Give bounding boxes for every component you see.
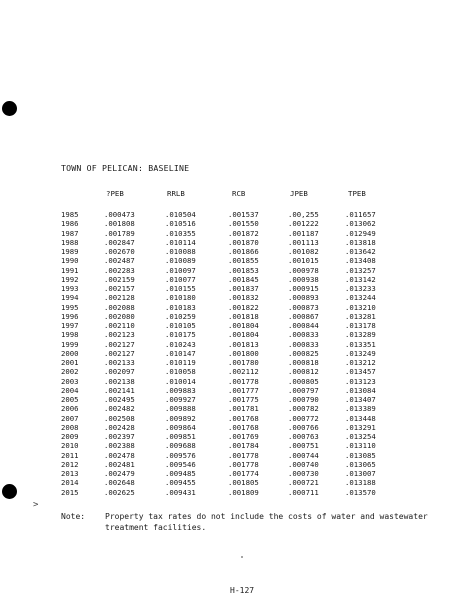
value-cell: .000797 [288,385,319,395]
table-row [0,377,459,386]
value-cell: .009546 [165,459,196,469]
year-cell: 2011 [61,450,79,460]
value-cell: .002481 [104,459,135,469]
table-row [0,386,459,395]
table-title: TOWN OF PELICAN: BASELINE [61,163,190,173]
value-cell: .000730 [288,469,319,478]
margin-mark: > [33,500,39,510]
value-cell: .013570 [345,487,376,497]
value-cell: .002157 [104,284,135,293]
value-cell: .013407 [345,395,376,404]
value-cell: .010058 [165,367,196,377]
value-cell: .002397 [104,432,135,441]
value-cell: .013389 [345,404,376,414]
value-cell: .013448 [345,413,376,423]
value-cell: .00,255 [288,210,319,219]
year-cell: 2012 [61,459,79,469]
year-cell: 1985 [61,210,79,219]
value-cell: .002625 [104,487,135,497]
value-cell: .000751 [288,441,319,451]
value-cell: .001872 [228,228,259,238]
table-row [0,395,459,404]
value-cell: .010183 [165,302,196,312]
value-cell: .000763 [288,432,319,441]
year-cell: 2007 [61,413,79,423]
note-label: Note: [61,512,86,521]
table-row [0,460,459,469]
value-cell: .013457 [345,367,376,377]
value-cell: .001809 [228,487,259,497]
value-cell: .001855 [228,256,259,266]
value-cell: .001187 [288,228,319,238]
value-cell: .013642 [345,247,376,256]
column-header: RRLB [167,189,185,198]
value-cell: .002133 [104,358,135,367]
value-cell: .010105 [165,321,196,330]
value-cell: .002479 [104,469,135,478]
year-cell: 2000 [61,348,79,358]
value-cell: .000873 [288,302,319,312]
value-cell: .002495 [104,395,135,404]
value-cell: .010147 [165,348,196,358]
value-cell: .002159 [104,274,135,284]
value-cell: .010516 [165,219,196,229]
value-cell: .001837 [228,284,259,293]
table-row [0,414,459,423]
value-cell: .002478 [104,450,135,460]
value-cell: .002388 [104,441,135,451]
value-cell: .010088 [165,247,196,256]
value-cell: .001784 [228,441,259,451]
value-cell: .001789 [104,228,135,238]
value-cell: .000867 [288,311,319,321]
value-cell: .013062 [345,219,376,229]
value-cell: .000766 [288,422,319,432]
column-header: RCB [232,189,246,198]
value-cell: .001777 [228,385,259,395]
table-row [0,404,459,413]
year-cell: 1994 [61,293,79,303]
year-cell: 1998 [61,330,79,340]
value-cell: .000833 [288,330,319,340]
value-cell: .000938 [288,274,319,284]
value-cell: .013818 [345,237,376,247]
speck [241,556,243,558]
value-cell: .013210 [345,302,376,312]
value-cell: .002482 [104,404,135,414]
value-cell: .002487 [104,256,135,266]
value-cell: .002670 [104,247,135,256]
table-row [0,247,459,256]
value-cell: .009455 [165,478,196,488]
year-cell: 2006 [61,404,79,414]
value-cell: .010180 [165,293,196,303]
value-cell: .002127 [104,348,135,358]
value-cell: .013142 [345,274,376,284]
year-cell: 2005 [61,395,79,404]
value-cell: .001870 [228,237,259,247]
table-row [0,340,459,349]
table-row [0,423,459,432]
value-cell: .002123 [104,330,135,340]
value-cell: .009888 [165,404,196,414]
value-cell: .009485 [165,469,196,478]
value-cell: .001805 [228,478,259,488]
table-row [0,256,459,265]
column-header: JPEB [290,189,308,198]
value-cell: .013178 [345,321,376,330]
table-row [0,478,459,487]
column-header: TPEB [348,189,366,198]
table-row [0,266,459,275]
value-cell: .010355 [165,228,196,238]
value-cell: .002138 [104,376,135,386]
year-cell: 2003 [61,376,79,386]
value-cell: .010014 [165,376,196,386]
year-cell: 1989 [61,247,79,256]
value-cell: .013123 [345,376,376,386]
hole-punch-top [2,101,17,116]
value-cell: .013188 [345,478,376,488]
value-cell: .001769 [228,432,259,441]
year-cell: 1986 [61,219,79,229]
value-cell: .002112 [228,367,259,377]
table-row [0,358,459,367]
value-cell: .009851 [165,432,196,441]
value-cell: .000473 [104,210,135,219]
value-cell: .013257 [345,265,376,275]
table-row [0,275,459,284]
value-cell: .013408 [345,256,376,266]
value-cell: .001082 [288,247,319,256]
year-cell: 1987 [61,228,79,238]
value-cell: .001778 [228,459,259,469]
year-cell: 1988 [61,237,79,247]
year-cell: 1992 [61,274,79,284]
table-row [0,229,459,238]
value-cell: .010259 [165,311,196,321]
value-cell: .002080 [104,311,135,321]
table-row [0,303,459,312]
value-cell: .010504 [165,210,196,219]
value-cell: .013244 [345,293,376,303]
value-cell: .010175 [165,330,196,340]
value-cell: .013351 [345,339,376,349]
value-cell: .001774 [228,469,259,478]
year-cell: 1991 [61,265,79,275]
value-cell: .000978 [288,265,319,275]
value-cell: .013289 [345,330,376,340]
value-cell: .001804 [228,321,259,330]
year-cell: 2014 [61,478,79,488]
year-cell: 2010 [61,441,79,451]
year-cell: 2015 [61,487,79,497]
value-cell: .001813 [228,339,259,349]
value-cell: .013249 [345,348,376,358]
value-cell: .000782 [288,404,319,414]
table-row [0,330,459,339]
value-cell: .001822 [228,302,259,312]
value-cell: .010119 [165,358,196,367]
value-cell: .000833 [288,339,319,349]
table-row [0,321,459,330]
value-cell: .001804 [228,330,259,340]
value-cell: .010243 [165,339,196,349]
value-cell: .009883 [165,385,196,395]
value-cell: .010114 [165,237,196,247]
column-header: ?PEB [106,189,124,198]
value-cell: .013065 [345,459,376,469]
note-text: Property tax rates do not include the costs of water and wastewater treatment facilities. [105,512,428,532]
table-row [0,312,459,321]
value-cell: .002110 [104,321,135,330]
year-cell: 1999 [61,339,79,349]
value-cell: .001832 [228,293,259,303]
value-cell: .010077 [165,274,196,284]
value-cell: .002088 [104,302,135,312]
value-cell: .013212 [345,358,376,367]
year-cell: 1995 [61,302,79,312]
value-cell: .009927 [165,395,196,404]
value-cell: .001781 [228,404,259,414]
value-cell: .001537 [228,210,259,219]
value-cell: .001800 [228,348,259,358]
table-row [0,441,459,450]
value-cell: .002648 [104,478,135,488]
value-cell: .000812 [288,367,319,377]
value-cell: .013233 [345,284,376,293]
value-cell: .001015 [288,256,319,266]
value-cell: .001768 [228,422,259,432]
value-cell: .013254 [345,432,376,441]
value-cell: .000805 [288,376,319,386]
value-cell: .013084 [345,385,376,395]
value-cell: .000818 [288,358,319,367]
value-cell: .013007 [345,469,376,478]
value-cell: .001780 [228,358,259,367]
value-cell: .002847 [104,237,135,247]
value-cell: .001853 [228,265,259,275]
year-cell: 2008 [61,422,79,432]
year-cell: 2013 [61,469,79,478]
value-cell: .011657 [345,210,376,219]
year-cell: 2002 [61,367,79,377]
value-cell: .012949 [345,228,376,238]
year-cell: 1997 [61,321,79,330]
table-row [0,349,459,358]
table-row [0,367,459,376]
value-cell: .009431 [165,487,196,497]
column-headers [0,189,459,199]
value-cell: .002097 [104,367,135,377]
value-cell: .010089 [165,256,196,266]
value-cell: .010155 [165,284,196,293]
value-cell: .013291 [345,422,376,432]
value-cell: .009688 [165,441,196,451]
data-table [0,210,459,497]
value-cell: .002127 [104,339,135,349]
value-cell: .001845 [228,274,259,284]
table-row [0,488,459,497]
value-cell: .010097 [165,265,196,275]
table-row [0,284,459,293]
value-cell: .000825 [288,348,319,358]
value-cell: .009576 [165,450,196,460]
year-cell: 2009 [61,432,79,441]
value-cell: .009864 [165,422,196,432]
value-cell: .013281 [345,311,376,321]
value-cell: .000740 [288,459,319,469]
value-cell: .001768 [228,413,259,423]
value-cell: .002283 [104,265,135,275]
value-cell: .013085 [345,450,376,460]
year-cell: 2004 [61,385,79,395]
value-cell: .001775 [228,395,259,404]
page-number: H-127 [230,586,255,595]
value-cell: .000721 [288,478,319,488]
year-cell: 1996 [61,311,79,321]
value-cell: .000772 [288,413,319,423]
value-cell: .001550 [228,219,259,229]
value-cell: .002508 [104,413,135,423]
year-cell: 2001 [61,358,79,367]
value-cell: .001778 [228,376,259,386]
value-cell: .002128 [104,293,135,303]
table-row [0,210,459,219]
table-row [0,238,459,247]
table-row [0,293,459,302]
year-cell: 1993 [61,284,79,293]
value-cell: .001808 [104,219,135,229]
value-cell: .000844 [288,321,319,330]
value-cell: .001113 [288,237,319,247]
value-cell: .002428 [104,422,135,432]
value-cell: .001866 [228,247,259,256]
value-cell: .000711 [288,487,319,497]
table-row [0,451,459,460]
table-row [0,469,459,478]
table-row [0,432,459,441]
value-cell: .000893 [288,293,319,303]
value-cell: .009892 [165,413,196,423]
value-cell: .001818 [228,311,259,321]
table-row [0,219,459,228]
value-cell: .000744 [288,450,319,460]
value-cell: .000915 [288,284,319,293]
value-cell: .000790 [288,395,319,404]
value-cell: .001778 [228,450,259,460]
value-cell: .013110 [345,441,376,451]
year-cell: 1990 [61,256,79,266]
value-cell: .001222 [288,219,319,229]
value-cell: .002141 [104,385,135,395]
